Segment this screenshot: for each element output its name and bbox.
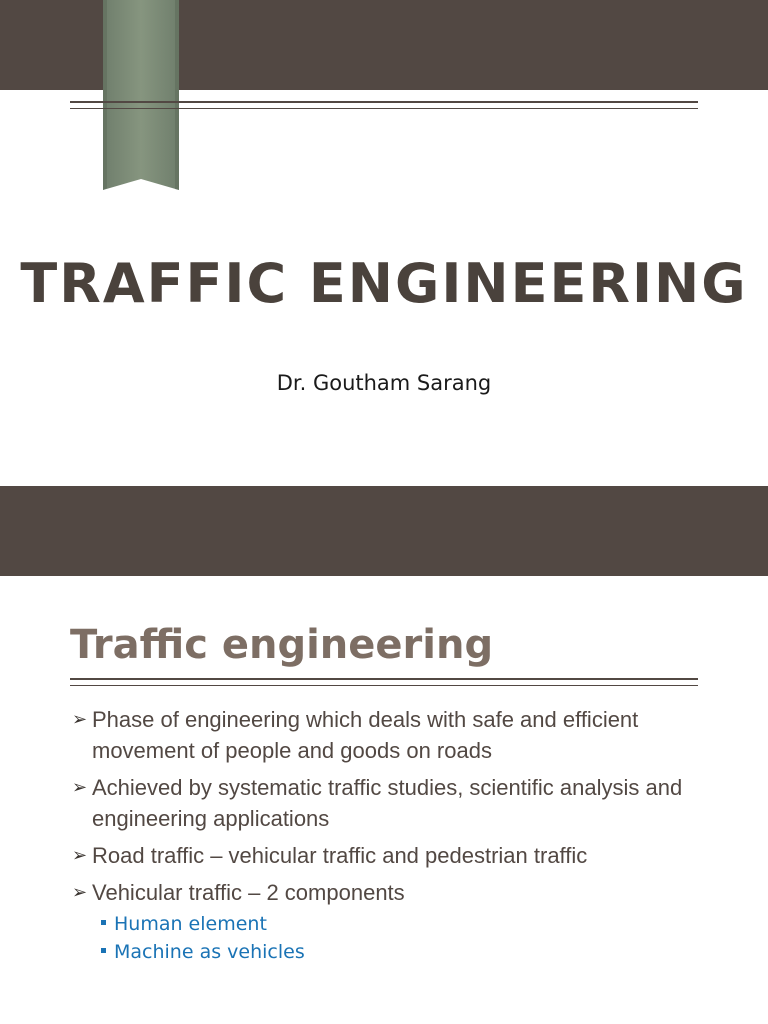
list-item [72, 840, 742, 871]
slide-title: TRAFFIC ENGINEERING [20, 252, 748, 315]
title-rule-top [70, 101, 698, 103]
list-item [72, 772, 742, 834]
bookmark-ribbon-icon [0, 0, 768, 200]
sub-bullet-text: Machine as vehicles [114, 941, 305, 963]
list-item [72, 877, 742, 908]
title-rule-bottom [70, 108, 698, 109]
content-rule-top [70, 678, 698, 680]
sub-bullet-text: Human element [114, 913, 267, 935]
arrow-bullet-icon: ➢ [72, 709, 88, 730]
arrow-bullet-icon: ➢ [72, 845, 88, 866]
content-rule-bottom [70, 685, 698, 686]
arrow-bullet-icon: ➢ [72, 777, 88, 798]
title-slide [0, 0, 768, 486]
content-slide [0, 576, 768, 1024]
content-slide-title: Traffic engineering [70, 622, 494, 668]
square-bullet-icon [101, 948, 106, 953]
slide-author: Dr. Goutham Sarang [276, 371, 492, 395]
bullet-text: Phase of engineering which deals with safe and efficient movement of people and goods on roads [92, 707, 639, 763]
sub-bullet-list [100, 910, 305, 966]
bullet-text: Vehicular traffic – 2 components [92, 880, 405, 905]
list-item [72, 704, 742, 766]
bullet-text: Road traffic – vehicular traffic and pedestrian traffic [92, 843, 588, 868]
square-bullet-icon [101, 920, 106, 925]
slide-divider-band [0, 486, 768, 576]
bullet-list [72, 704, 742, 914]
arrow-bullet-icon: ➢ [72, 882, 88, 903]
list-item [100, 938, 305, 966]
list-item [100, 910, 305, 938]
bullet-text: Achieved by systematic traffic studies, scientific analysis and engineering applications [92, 775, 683, 831]
